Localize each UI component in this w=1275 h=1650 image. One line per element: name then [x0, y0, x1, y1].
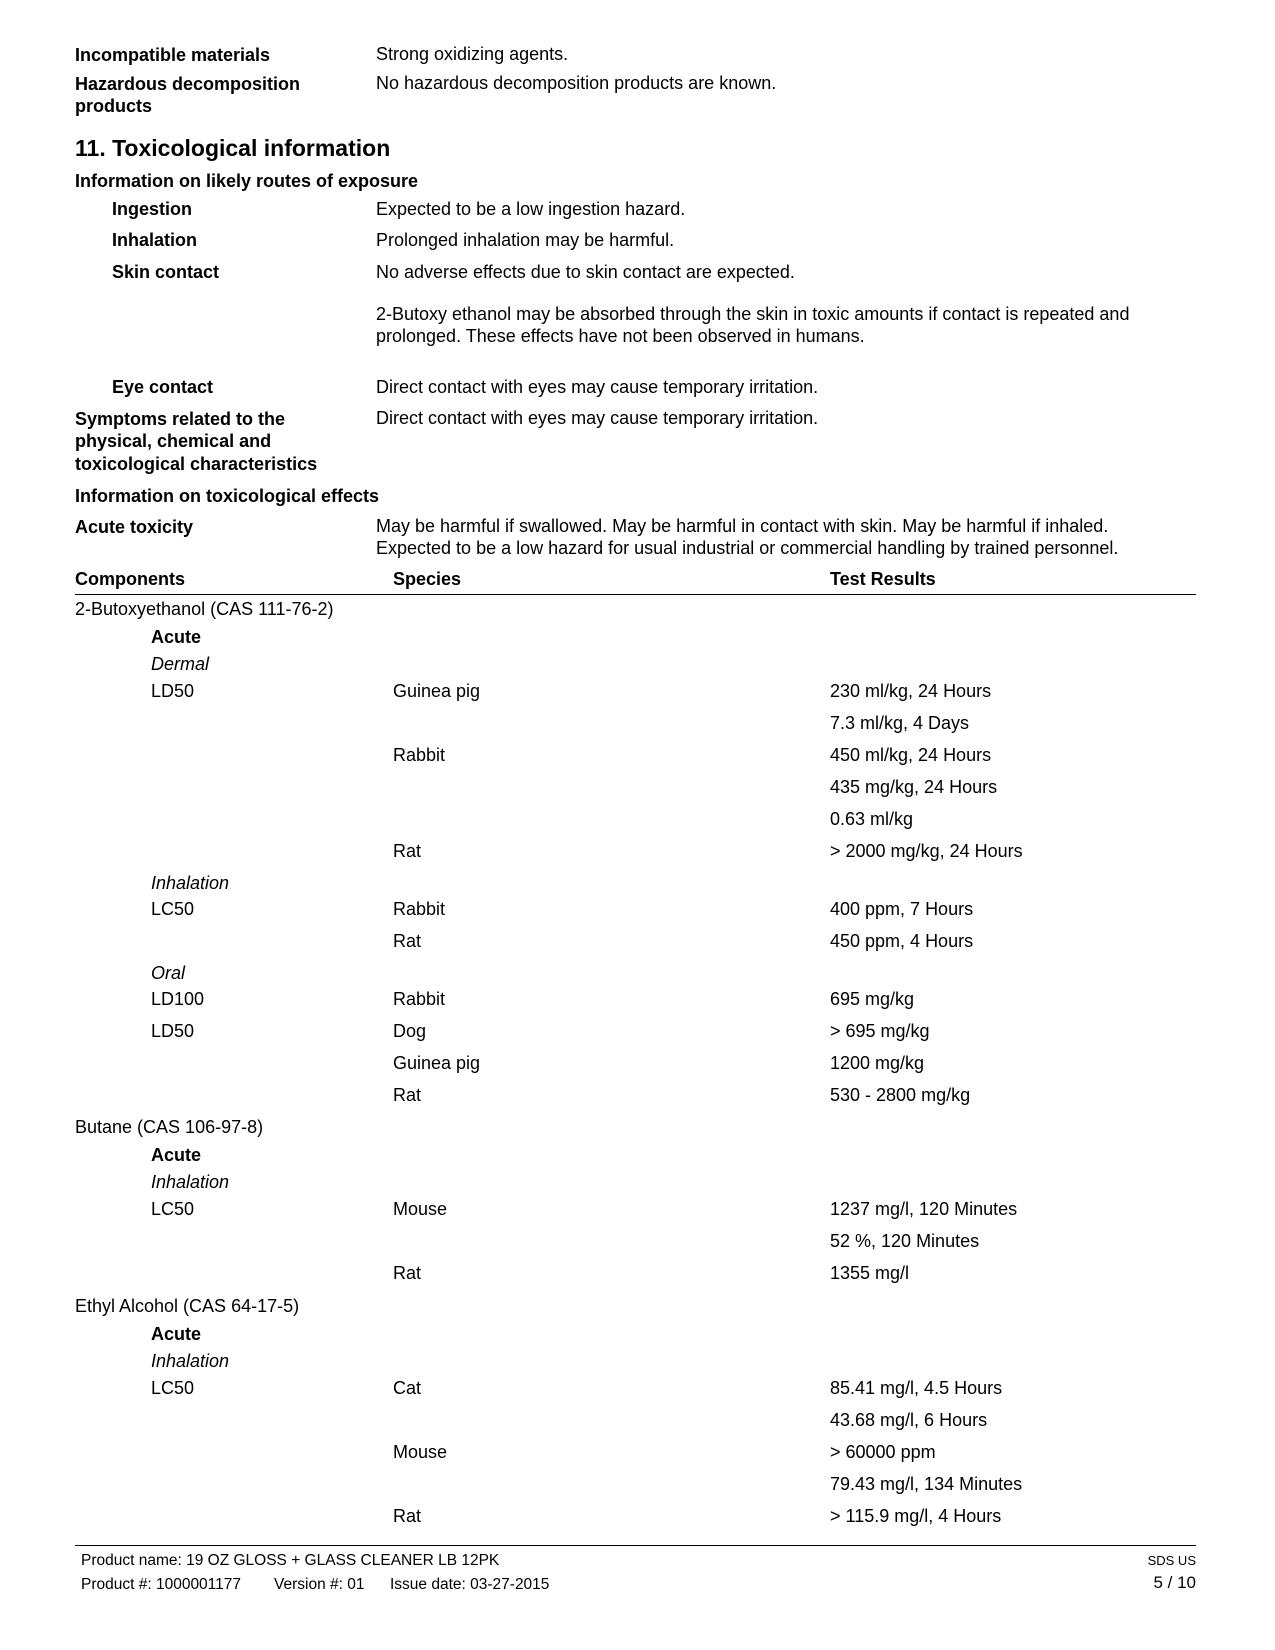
footer-product-number: Product #: 1000001177: [81, 1576, 242, 1593]
section-11-title: 11. Toxicological information: [75, 135, 391, 161]
route-label: Inhalation: [151, 1351, 230, 1371]
acute-toxicity-value-line2: Expected to be a low hazard for usual industrial or commercial handling by trained personnel.: [376, 538, 1119, 558]
species: Rat: [393, 1506, 422, 1526]
footer-page-number: 5 / 10: [1153, 1573, 1196, 1592]
species: Rat: [393, 931, 422, 951]
footer-doc-type: SDS US: [1147, 1553, 1196, 1568]
component-name: Ethyl Alcohol (CAS 64-17-5): [75, 1296, 300, 1316]
test-result: 435 mg/kg, 24 Hours: [830, 777, 998, 797]
species: Rat: [393, 1085, 422, 1105]
footer-rule: [75, 1545, 1196, 1546]
species: Dog: [393, 1021, 427, 1041]
skin-contact-label: Skin contact: [112, 262, 220, 282]
skin-contact-note-line2: prolonged. These effects have not been observed in humans.: [376, 326, 865, 346]
incompatible-materials-value: Strong oxidizing agents.: [376, 44, 569, 64]
acute-toxicity-value: May be harmful if swallowed. May be harmful in contact with skin. May be harmful if inhaled.: [376, 516, 1109, 536]
footer-issue-date: Issue date: 03-27-2015: [390, 1576, 550, 1593]
symptoms-label: Symptoms related to the: [75, 409, 286, 429]
hazardous-decomposition-label-line2: products: [75, 96, 153, 116]
symptoms-label-line3: toxicological characteristics: [75, 454, 318, 474]
test-type: LC50: [151, 1199, 195, 1219]
species: Guinea pig: [393, 681, 481, 701]
inhalation-label: Inhalation: [112, 230, 197, 250]
test-result: > 115.9 mg/l, 4 Hours: [830, 1506, 1002, 1526]
test-type: LD100: [151, 989, 205, 1009]
test-result: 85.41 mg/l, 4.5 Hours: [830, 1378, 1003, 1398]
inhalation-value: Prolonged inhalation may be harmful.: [376, 230, 675, 250]
component-name: Butane (CAS 106-97-8): [75, 1117, 264, 1137]
species: Cat: [393, 1378, 422, 1398]
footer-product-name: Product name: 19 OZ GLOSS + GLASS CLEANER LB 12PK: [81, 1552, 500, 1569]
test-result: 530 - 2800 mg/kg: [830, 1085, 971, 1105]
test-type: LD50: [151, 1021, 195, 1041]
test-type: LC50: [151, 1378, 195, 1398]
test-result: 1200 mg/kg: [830, 1053, 925, 1073]
test-result: 52 %, 120 Minutes: [830, 1231, 980, 1251]
test-result: 1355 mg/l: [830, 1263, 910, 1283]
table-header-species: Species: [393, 569, 462, 589]
test-type: LC50: [151, 899, 195, 919]
test-result: 43.68 mg/l, 6 Hours: [830, 1410, 988, 1430]
routes-of-exposure-heading: Information on likely routes of exposure: [75, 171, 419, 191]
test-result: 450 ml/kg, 24 Hours: [830, 745, 992, 765]
incompatible-materials-label: Incompatible materials: [75, 45, 271, 65]
test-result: 0.63 ml/kg: [830, 809, 914, 829]
test-result: 400 ppm, 7 Hours: [830, 899, 974, 919]
table-header-test-results: Test Results: [830, 569, 936, 589]
test-result: 7.3 ml/kg, 4 Days: [830, 713, 970, 733]
table-header-rule: [75, 594, 1196, 595]
test-result: > 695 mg/kg: [830, 1021, 930, 1041]
route-label: Inhalation: [151, 873, 230, 893]
table-header-components: Components: [75, 569, 185, 589]
species: Guinea pig: [393, 1053, 481, 1073]
route-label: Dermal: [151, 654, 210, 674]
category-label: Acute: [151, 627, 202, 647]
ingestion-value: Expected to be a low ingestion hazard.: [376, 199, 686, 219]
skin-contact-note: 2-Butoxy ethanol may be absorbed through the skin in toxic amounts if contact is repeated and: [376, 304, 1130, 324]
test-result: > 60000 ppm: [830, 1442, 936, 1462]
skin-contact-value: No adverse effects due to skin contact are expected.: [376, 262, 795, 282]
acute-toxicity-label: Acute toxicity: [75, 517, 194, 537]
test-result: 79.43 mg/l, 134 Minutes: [830, 1474, 1023, 1494]
species: Rabbit: [393, 989, 446, 1009]
test-result: 450 ppm, 4 Hours: [830, 931, 974, 951]
test-result: 695 mg/kg: [830, 989, 915, 1009]
test-result: 230 ml/kg, 24 Hours: [830, 681, 992, 701]
route-label: Oral: [151, 963, 186, 983]
hazardous-decomposition-label: Hazardous decomposition: [75, 74, 301, 94]
category-label: Acute: [151, 1324, 202, 1344]
symptoms-label-line2: physical, chemical and: [75, 431, 272, 451]
symptoms-value: Direct contact with eyes may cause temporary irritation.: [376, 408, 819, 428]
toxicological-effects-heading: Information on toxicological effects: [75, 486, 380, 506]
category-label: Acute: [151, 1145, 202, 1165]
hazardous-decomposition-value: No hazardous decomposition products are known.: [376, 73, 777, 93]
species: Rabbit: [393, 745, 446, 765]
test-result: 1237 mg/l, 120 Minutes: [830, 1199, 1018, 1219]
test-type: LD50: [151, 681, 195, 701]
component-name: 2-Butoxyethanol (CAS 111-76-2): [75, 599, 334, 619]
test-result: > 2000 mg/kg, 24 Hours: [830, 841, 1023, 861]
footer-version: Version #: 01: [274, 1576, 365, 1593]
species: Rat: [393, 841, 422, 861]
ingestion-label: Ingestion: [112, 199, 192, 219]
species: Rat: [393, 1263, 422, 1283]
species: Mouse: [393, 1442, 448, 1462]
route-label: Inhalation: [151, 1172, 230, 1192]
eye-contact-value: Direct contact with eyes may cause temporary irritation.: [376, 377, 819, 397]
species: Rabbit: [393, 899, 446, 919]
eye-contact-label: Eye contact: [112, 377, 214, 397]
species: Mouse: [393, 1199, 448, 1219]
